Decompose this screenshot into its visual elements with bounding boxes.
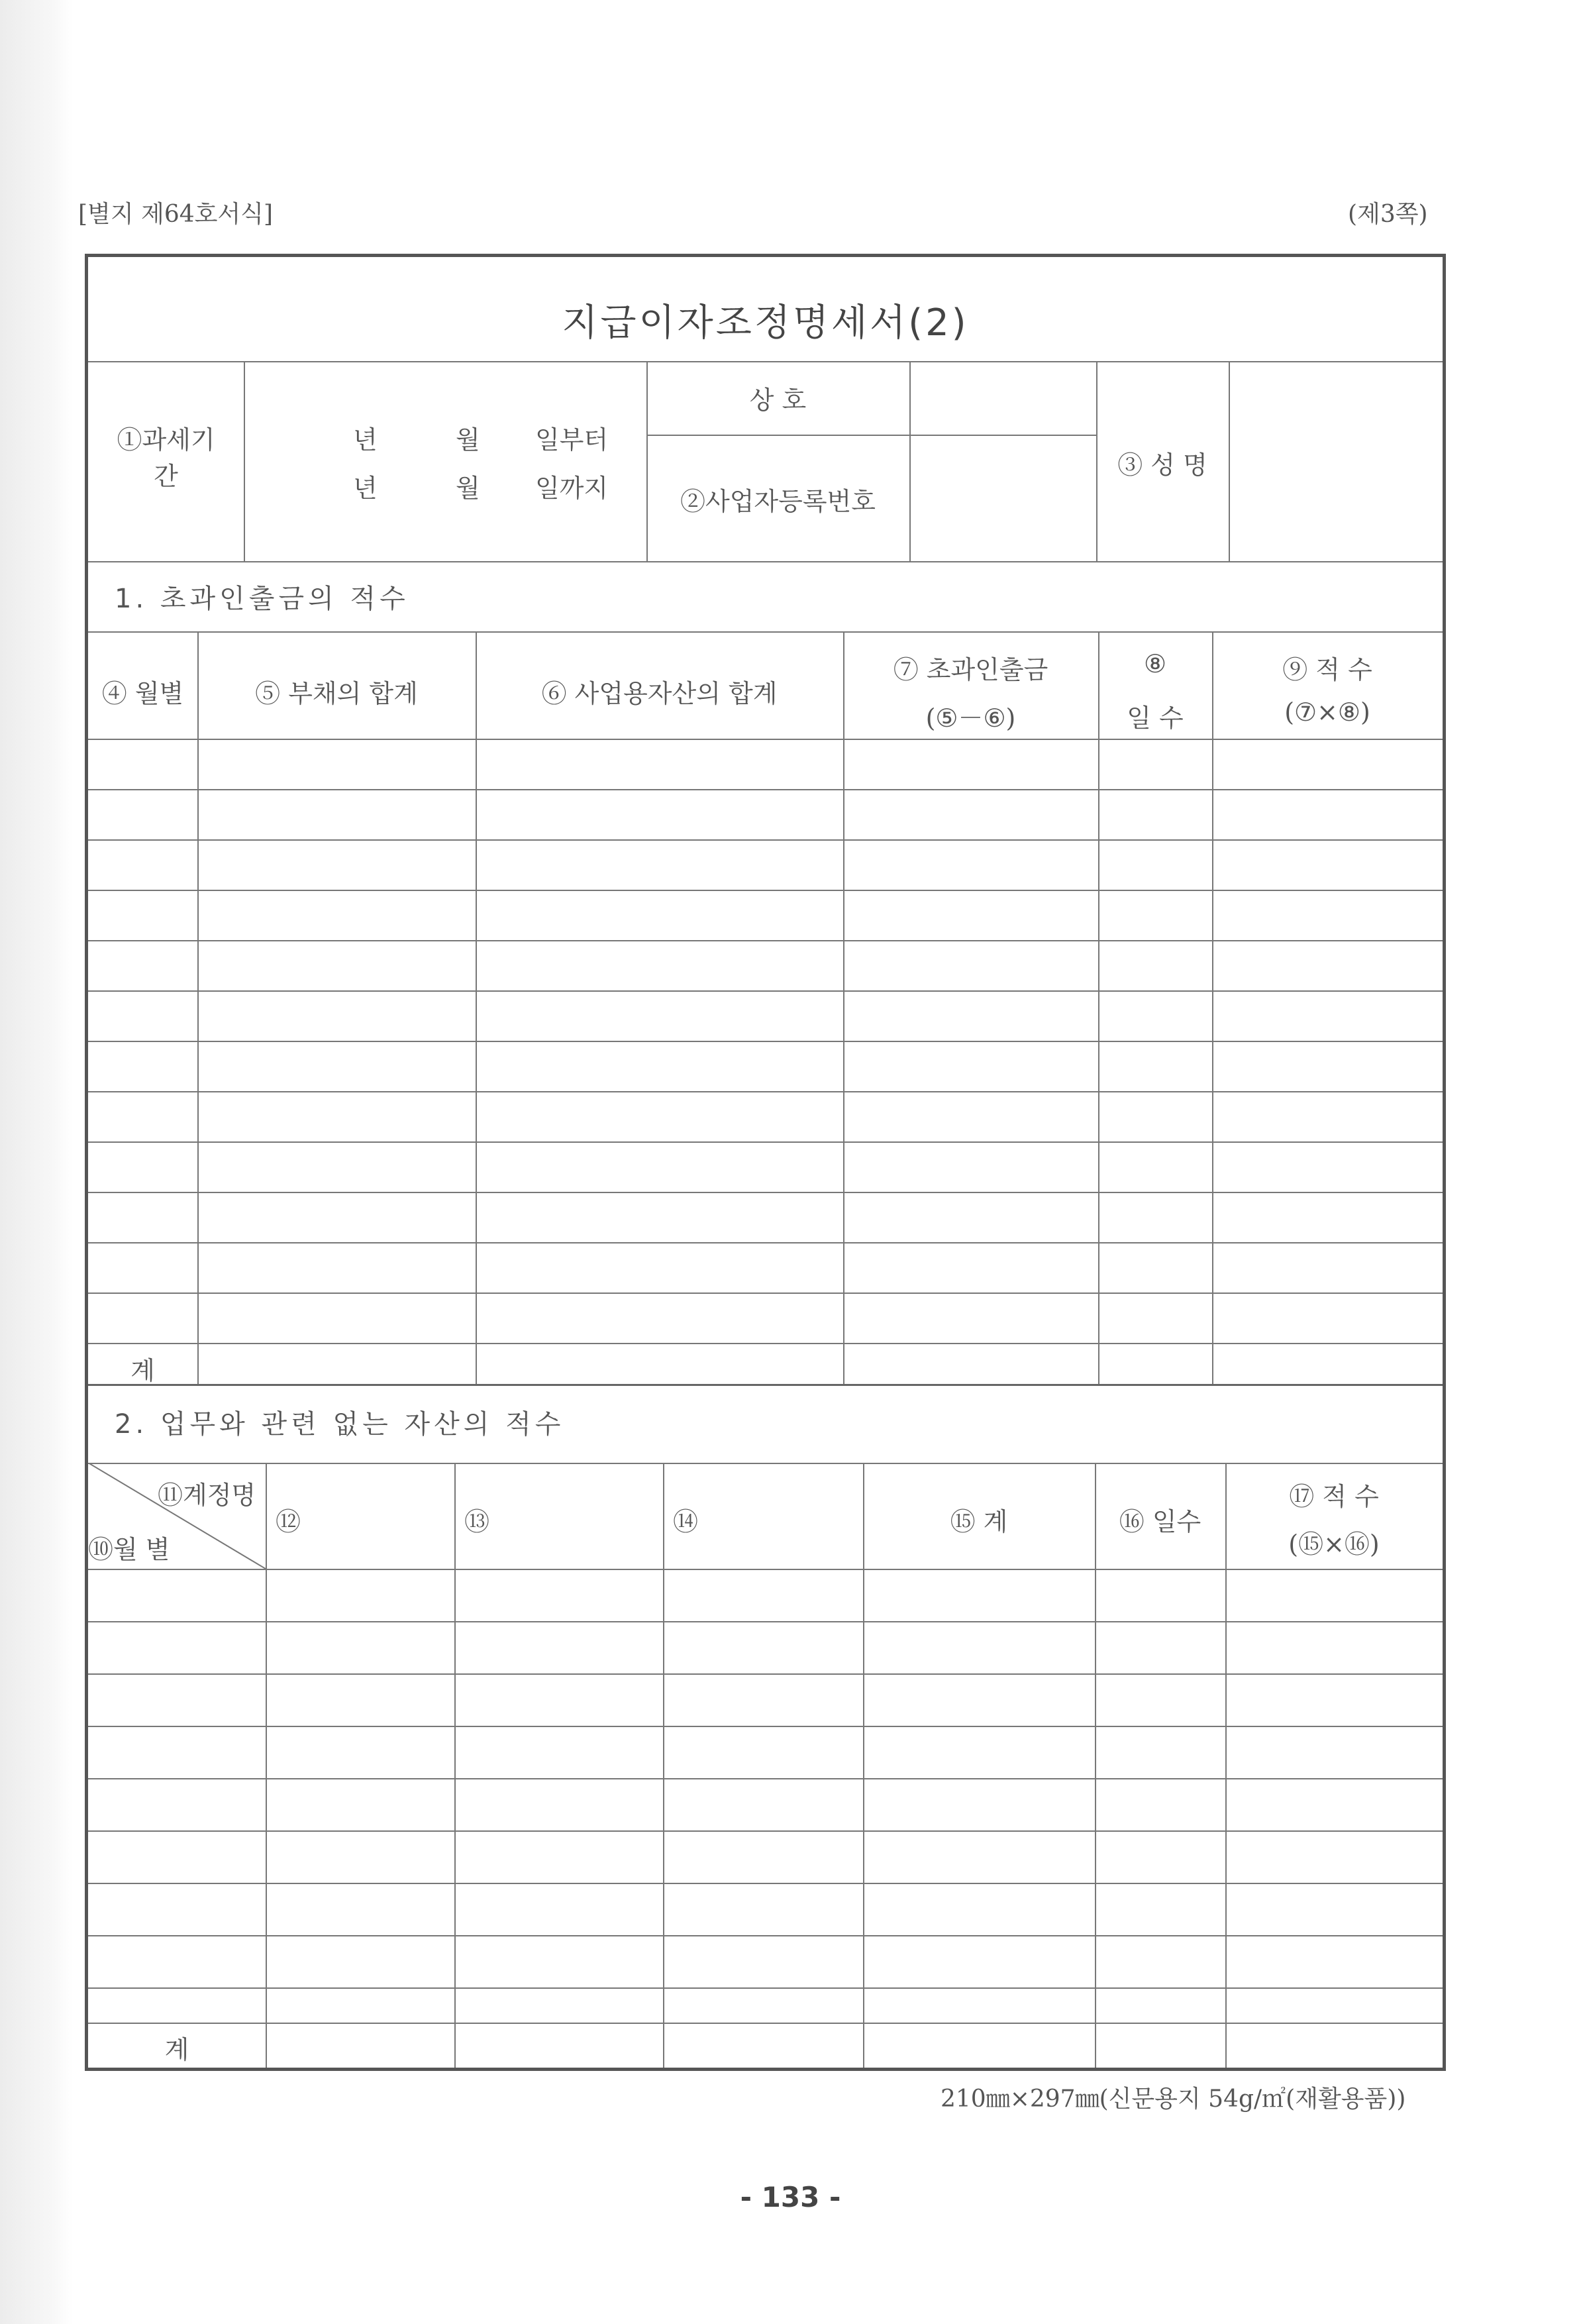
rule bbox=[476, 631, 477, 1384]
col-days: ⑯ 일수 bbox=[1119, 1507, 1201, 1536]
rule bbox=[88, 1987, 1443, 1989]
rule bbox=[1212, 631, 1213, 1384]
rule bbox=[88, 561, 1443, 562]
month-label: 월 bbox=[456, 425, 480, 454]
rule bbox=[88, 1293, 1443, 1294]
section1-total-label: 계 bbox=[130, 1356, 155, 1385]
col-12: ⑫ bbox=[276, 1507, 301, 1536]
rule bbox=[88, 361, 1443, 362]
col-debt-total: ⑤ 부채의 합계 bbox=[255, 679, 418, 708]
month-label: 월 bbox=[456, 474, 480, 503]
rule bbox=[863, 1463, 864, 2068]
rule bbox=[88, 1830, 1443, 1832]
rule bbox=[88, 2023, 1443, 2024]
company-name-label: 상 호 bbox=[749, 386, 807, 415]
col-accumulation: ⑨ 적 수 bbox=[1282, 655, 1372, 684]
col-excess-formula: (⑤－⑥) bbox=[925, 704, 1016, 733]
rule bbox=[88, 940, 1443, 941]
rule bbox=[266, 1463, 267, 2068]
rule bbox=[88, 1384, 1443, 1386]
col-month: ④ 월별 bbox=[101, 679, 184, 708]
rule bbox=[88, 1883, 1443, 1884]
col-excess-withdrawal: ⑦ 초과인출금 bbox=[893, 655, 1048, 684]
rule bbox=[454, 1463, 456, 2068]
col-13: ⑬ bbox=[464, 1507, 490, 1536]
rule bbox=[88, 839, 1443, 841]
col-accumulation-formula: (⑦×⑧) bbox=[1284, 698, 1370, 727]
rule bbox=[843, 631, 844, 1384]
rule bbox=[88, 1192, 1443, 1193]
page-label: (제3쪽) bbox=[1348, 201, 1428, 228]
scan-edge-shadow bbox=[0, 0, 73, 2324]
rule bbox=[88, 1463, 1443, 1464]
rule bbox=[88, 1242, 1443, 1243]
rule bbox=[88, 990, 1443, 992]
business-reg-label: ②사업자등록번호 bbox=[680, 487, 876, 516]
paper-spec: 210㎜×297㎜(신문용지 54g/㎡(재활용품)) bbox=[941, 2086, 1406, 2113]
rule bbox=[88, 1935, 1443, 1936]
name-label: ③ 성 명 bbox=[1117, 450, 1207, 480]
col-account-name: ⑪계정명 bbox=[158, 1481, 256, 1510]
col-month: ⑩월 별 bbox=[88, 1535, 170, 1564]
rule bbox=[88, 739, 1443, 740]
rule bbox=[909, 361, 911, 561]
rule bbox=[88, 1091, 1443, 1092]
year-label: 년 bbox=[353, 425, 378, 454]
to-label: 일까지 bbox=[535, 474, 609, 503]
rule bbox=[1229, 361, 1230, 561]
rule bbox=[663, 1463, 664, 2068]
rule bbox=[1095, 1463, 1096, 2068]
section1-title: 1. 초과인출금의 적수 bbox=[115, 584, 409, 614]
rule bbox=[88, 1569, 1443, 1570]
rule bbox=[88, 1041, 1443, 1042]
rule bbox=[88, 1141, 1443, 1143]
col-14: ⑭ bbox=[673, 1507, 699, 1536]
col-accumulation: ⑰ 적 수 bbox=[1289, 1482, 1379, 1511]
rule bbox=[244, 361, 245, 561]
year-label: 년 bbox=[353, 474, 378, 503]
rule bbox=[197, 631, 199, 1384]
rule bbox=[88, 1621, 1443, 1622]
form-frame bbox=[85, 254, 1446, 2071]
from-label: 일부터 bbox=[535, 425, 609, 454]
form-number: [별지 제64호서식] bbox=[78, 201, 273, 228]
rule bbox=[88, 890, 1443, 891]
col-accumulation-formula: (⑮×⑯) bbox=[1288, 1530, 1380, 1559]
rule bbox=[88, 1343, 1443, 1344]
col-days: 일 수 bbox=[1127, 704, 1184, 733]
rule bbox=[88, 1726, 1443, 1727]
section2-total-label: 계 bbox=[164, 2035, 189, 2064]
page-number: - 133 - bbox=[740, 2181, 841, 2213]
section2-title: 2. 업무와 관련 없는 자산의 적수 bbox=[115, 1409, 565, 1440]
rule bbox=[88, 1778, 1443, 1779]
rule bbox=[88, 789, 1443, 790]
rule bbox=[646, 435, 1096, 436]
col-days-num: ⑧ bbox=[1143, 649, 1167, 678]
form-title: 지급이자조정명세서(2) bbox=[562, 301, 969, 344]
period-label: ①과세기 bbox=[117, 425, 215, 454]
rule bbox=[88, 1673, 1443, 1675]
rule bbox=[1098, 631, 1099, 1384]
col-business-assets-total: ⑥ 사업용자산의 합계 bbox=[541, 679, 778, 708]
period-label-2: 간 bbox=[154, 462, 178, 491]
rule bbox=[88, 631, 1443, 633]
col-sum: ⑮ 계 bbox=[950, 1507, 1008, 1536]
